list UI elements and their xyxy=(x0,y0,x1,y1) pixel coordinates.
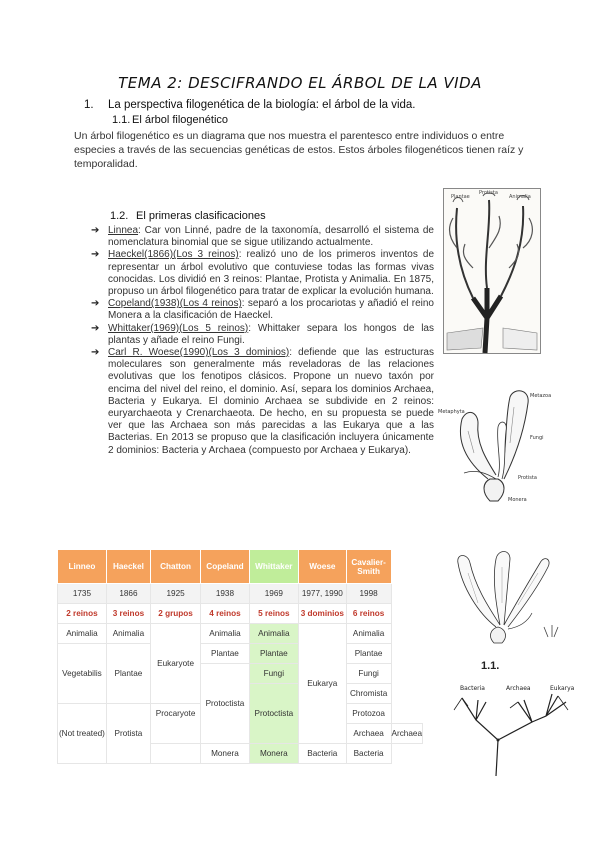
arrow-icon: ➔ xyxy=(91,347,100,359)
table-cell: 6 reinos xyxy=(346,604,391,624)
whittaker-figure xyxy=(438,383,560,505)
arrow-icon: ➔ xyxy=(91,225,100,236)
page-title: TEMA 2: DESCIFRANDO EL ÁRBOL DE LA VIDA xyxy=(118,74,482,92)
table-cell: Animalia xyxy=(58,624,107,644)
section-text: El primeras clasificaciones xyxy=(136,210,266,222)
haeckel-tree-figure xyxy=(443,188,541,354)
section-number: 1.2. xyxy=(110,210,129,222)
bullet-text: : separó a los procariotas y añadió el reino Monera a la clasificación de Haeckel. xyxy=(108,298,434,322)
figure-number: 1.1. xyxy=(481,660,500,672)
table-cell: 1969 xyxy=(249,584,298,604)
table-cell: 3 dominios xyxy=(298,604,346,624)
table-cell: Bacteria xyxy=(346,744,391,764)
table-cell: 2 reinos xyxy=(58,604,107,624)
table-cell: Animalia xyxy=(201,624,250,644)
figure-label: Plantae xyxy=(451,194,470,200)
list-item xyxy=(91,323,434,347)
table-cell: Bacteria xyxy=(298,744,346,764)
figure-label: Protista xyxy=(479,190,498,196)
section-number: 1. xyxy=(84,99,94,111)
table-cell: Eukaryote xyxy=(150,624,200,704)
figure-label: Animalia xyxy=(509,194,531,200)
table-cell: Animalia xyxy=(106,624,150,644)
section-1-2-heading xyxy=(110,210,266,222)
table-cell: 1735 xyxy=(58,584,107,604)
column-header: Whittaker xyxy=(249,550,298,584)
table-cell: Plantae xyxy=(201,644,250,664)
list-item xyxy=(91,225,434,249)
table-cell: Archaea xyxy=(346,724,391,744)
bullet-lead: Whittaker(1969)(Los 5 reinos) xyxy=(108,322,249,334)
table-row xyxy=(58,584,423,604)
column-header: Haeckel xyxy=(106,550,150,584)
figure-label: Metaphyta xyxy=(438,409,465,415)
arrow-icon: ➔ xyxy=(91,249,100,261)
figure-label: Eukarya xyxy=(550,685,575,692)
list-item xyxy=(91,249,434,298)
classification-list xyxy=(91,225,434,457)
bullet-lead: Copeland(1938)(Los 4 reinos) xyxy=(108,298,242,310)
kingdoms-sketch-figure xyxy=(448,543,572,647)
intro-paragraph: Un árbol filogenético es un diagrama que nos muestra el parentesco entre individuos o entre especies a través de las secuencias genéticas de estos. Estos árboles filogenéticos tienen raíz y temporalidad. xyxy=(74,130,524,170)
arrow-icon: ➔ xyxy=(91,322,100,334)
classification-table xyxy=(57,549,423,764)
table-cell: Vegetabilis xyxy=(58,644,107,704)
table-cell: Eukarya xyxy=(298,624,346,744)
bullet-text: : realizó uno de los primeros inventos de representar un árbol evolutivo que contuviese todas las formas vivas conocidas. Los dividió en 3 reinos: Plantae, Protista y Animalia. En 1875, propuso un árbol filogenético para tratar de explicar la evolución humana. xyxy=(108,249,435,298)
section-text: La perspectiva filogenética de la biología: el árbol de la vida. xyxy=(108,99,416,111)
woese-tree-figure xyxy=(448,680,578,780)
column-header: Woese xyxy=(298,550,346,584)
table-cell: Animalia xyxy=(346,624,391,644)
list-item xyxy=(91,298,434,322)
column-header: Cavalier-Smith xyxy=(346,550,391,584)
table-cell: Plantae xyxy=(106,644,150,704)
table-row xyxy=(58,604,423,624)
table-cell: 3 reinos xyxy=(106,604,150,624)
table-cell: 1998 xyxy=(346,584,391,604)
table-cell: 1866 xyxy=(106,584,150,604)
table-cell: Chromista xyxy=(346,684,391,704)
table-cell: 4 reinos xyxy=(201,604,250,624)
table-cell: Plantae xyxy=(249,644,298,664)
bullet-lead: Carl R. Woese(1990)(Los 3 dominios) xyxy=(108,347,290,359)
figure-label: Protista xyxy=(518,475,537,481)
section-1-1-heading xyxy=(112,114,228,126)
table-cell: Protoctista xyxy=(249,684,298,744)
table-cell xyxy=(150,744,200,764)
table-cell: Monera xyxy=(201,744,250,764)
table-cell: 1938 xyxy=(201,584,250,604)
table-cell: 2 grupos xyxy=(150,604,200,624)
figure-label: Fungi xyxy=(530,435,544,441)
table-cell xyxy=(150,724,200,744)
bullet-text: : defiende que las estructuras moleculares son generalmente más reveladoras de las relaciones evolutivas que los fenotipos clásicos. Propone un nuevo taxón por encima del nivel del reino, el dominio. Así, separa los dominios Archaea, Bacteria y Eukarya. El dominio Archaea se subdivide en 2 reinos: euryarchaeota y Crenarchaeota. De hecho, en su propuesta se puede ver que las Archaea son más parecidas a las Eukarya que a las Bacterias. En 2013 se propuso que la clasificación incluyera únicamente 2 dominios: Bacteria y Archaea (compuesto por Archaea y Eukarya). xyxy=(108,347,434,456)
figure-label: Metazoa xyxy=(530,393,552,399)
bullet-text: : Car von Linné, padre de la taxonomía, desarrolló el sistema de nomenclatura binomial que se sigue utilizando actualmente. xyxy=(108,225,434,249)
section-text: El árbol filogenético xyxy=(132,114,229,126)
table-cell: Fungi xyxy=(346,664,391,684)
table-cell: Protista xyxy=(106,704,150,764)
list-item xyxy=(91,347,434,457)
table-cell: 5 reinos xyxy=(249,604,298,624)
table-cell: Monera xyxy=(249,744,298,764)
table-row xyxy=(58,624,423,644)
table-cell: Procaryote xyxy=(150,704,200,724)
table-cell: 1977, 1990 xyxy=(298,584,346,604)
table-row xyxy=(58,644,423,664)
table-cell: Animalia xyxy=(249,624,298,644)
column-header: Chatton xyxy=(150,550,200,584)
column-header: Copeland xyxy=(201,550,250,584)
table-cell: (Not treated) xyxy=(58,704,107,764)
table-header-row xyxy=(58,550,423,584)
table-cell: Archaea xyxy=(391,724,423,744)
section-number: 1.1. xyxy=(112,114,131,126)
section-1-heading xyxy=(84,99,416,111)
bullet-lead: Linnea xyxy=(108,225,139,236)
arrow-icon: ➔ xyxy=(91,298,100,310)
table-cell: 1925 xyxy=(150,584,200,604)
table-cell: Protozoa xyxy=(346,704,391,724)
table-cell: Fungi xyxy=(249,664,298,684)
table-cell: Plantae xyxy=(346,644,391,664)
table-cell: Protoctista xyxy=(201,664,250,744)
figure-label: Bacteria xyxy=(460,685,485,692)
figure-label: Monera xyxy=(508,497,527,503)
figure-label: Archaea xyxy=(506,685,531,692)
column-header: Linneo xyxy=(58,550,107,584)
bullet-text: : Whittaker separa los hongos de las plantas y añade el reino Fungi. xyxy=(108,322,434,346)
bullet-lead: Haeckel(1866)(Los 3 reinos) xyxy=(108,249,239,261)
